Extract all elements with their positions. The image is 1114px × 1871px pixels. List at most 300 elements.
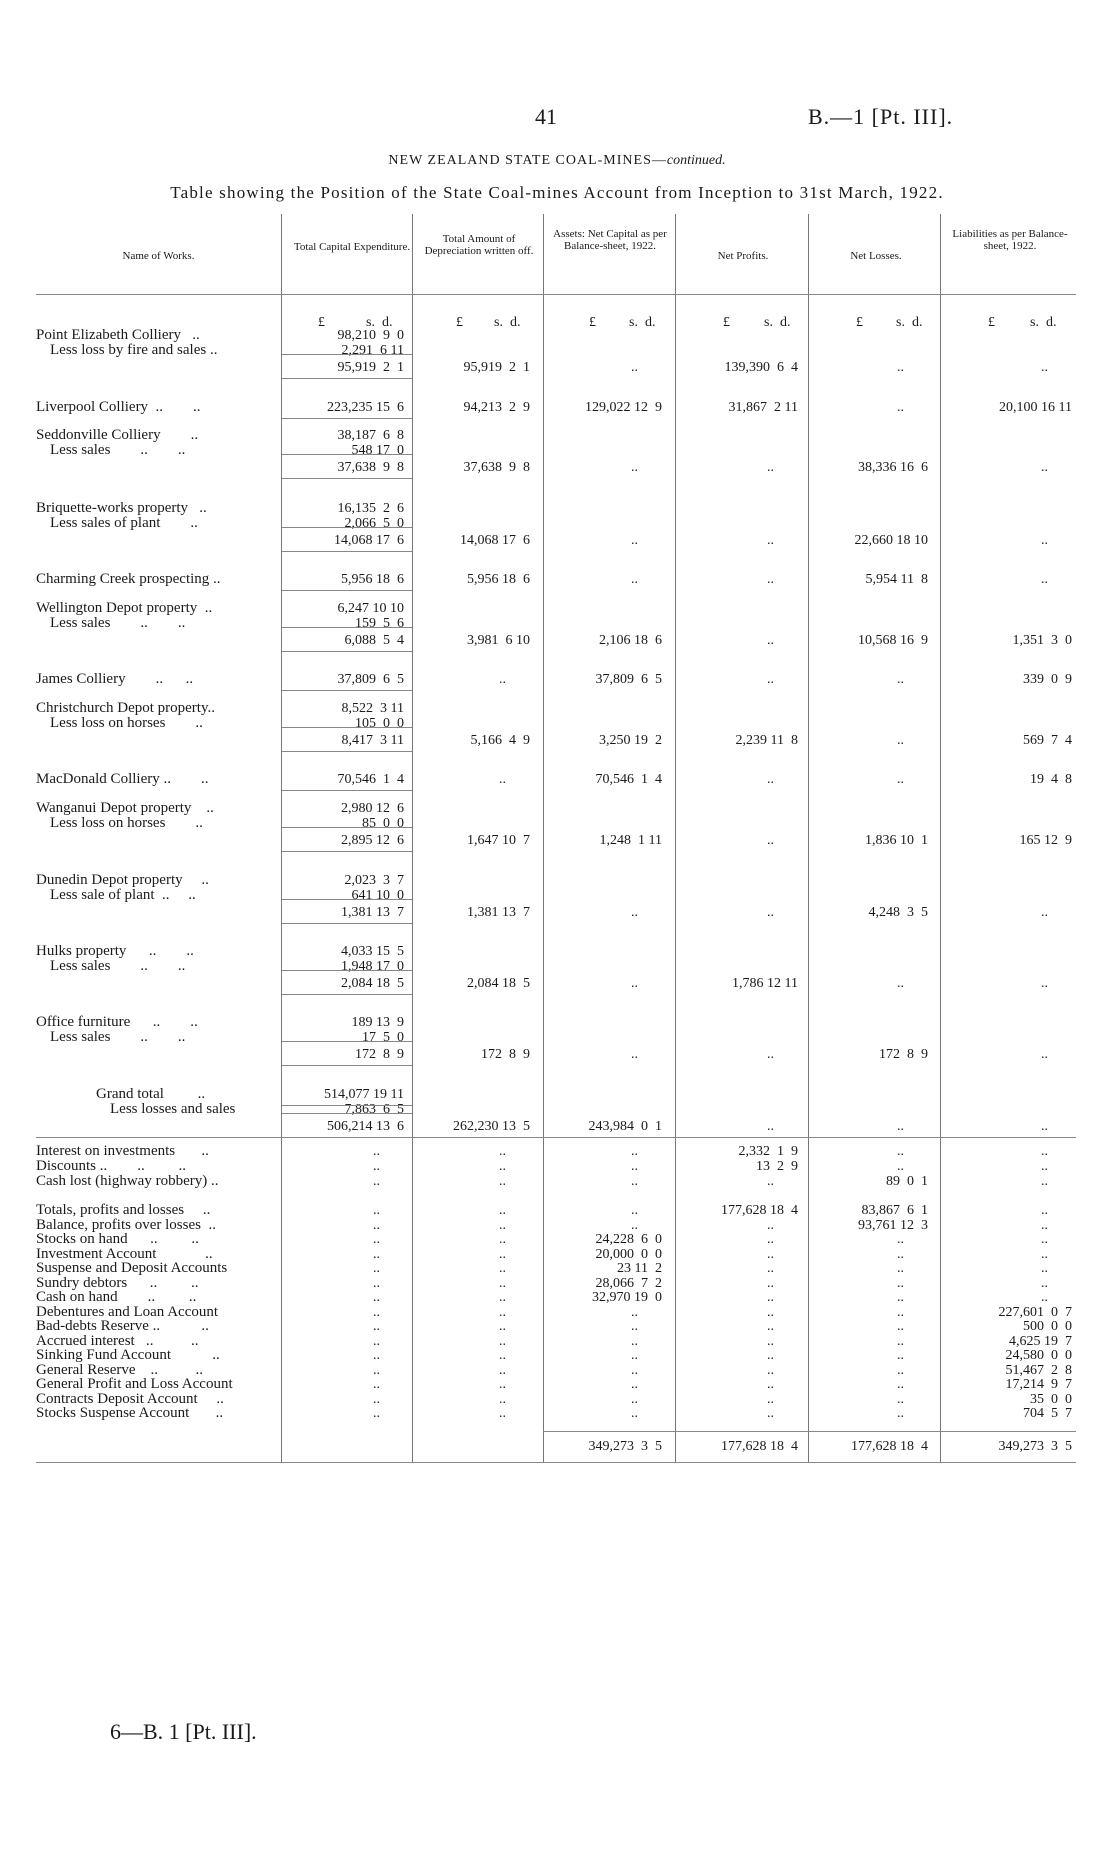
assets-balance: .. — [631, 1319, 638, 1334]
row-name-office: Office furniture .. .. — [36, 1014, 198, 1030]
liabilities-empty: .. — [1041, 1159, 1048, 1174]
assets-total: 349,273 3 5 — [588, 1439, 662, 1454]
sundry-name: Interest on investments .. — [36, 1143, 209, 1159]
net-profit-balance: .. — [767, 1232, 774, 1247]
depreciation-empty: .. — [499, 1304, 506, 1320]
depreciation-empty: .. — [499, 1232, 506, 1247]
capital-empty: .. — [373, 1348, 380, 1363]
row-rule — [282, 923, 412, 924]
net-loss-dunedin: 4,248 3 5 — [868, 905, 928, 920]
assets-charming: .. — [631, 572, 638, 587]
document-title — [0, 153, 1114, 169]
depreciation-dunedin: 1,381 13 7 — [467, 905, 530, 920]
assets-wellington: 2,106 18 6 — [599, 633, 662, 648]
capital-empty: .. — [373, 1391, 380, 1407]
balance-name: Accrued interest .. .. — [36, 1332, 199, 1349]
assets-wanganui: 1,248 1 11 — [599, 833, 662, 848]
liabilities-balance: .. — [1041, 1261, 1048, 1276]
row-name-wellington: Wellington Depot property .. — [36, 600, 213, 616]
assets-balance: 28,066 7 2 — [595, 1275, 662, 1291]
net-profit-balance: .. — [767, 1217, 774, 1233]
liabilities-balance: .. — [1041, 1217, 1048, 1233]
capital-net-wellington: 6,088 5 4 — [344, 633, 404, 648]
subtotal-rule — [282, 627, 412, 628]
capital-less-office: 17 5 0 — [362, 1030, 404, 1045]
depreciation-macdonald: .. — [499, 772, 506, 787]
row-name-liverpool: Liverpool Colliery .. .. — [36, 399, 201, 415]
capital-gross-wanganui: 2,980 12 6 — [341, 801, 404, 816]
net-loss-charming: 5,954 11 8 — [865, 572, 928, 587]
net-profit-balance: .. — [767, 1275, 774, 1291]
subtotal-rule — [282, 1041, 412, 1042]
capital-empty: .. — [373, 1203, 380, 1218]
net-loss-balance: .. — [897, 1246, 904, 1262]
depreciation-empty: .. — [499, 1319, 506, 1334]
title-main: NEW ZEALAND STATE COAL-MINES— — [388, 153, 667, 168]
assets-balance: .. — [631, 1333, 638, 1349]
unit-pound: £ — [589, 315, 596, 330]
capital-empty: .. — [373, 1159, 380, 1174]
unit-pound: £ — [318, 315, 325, 330]
net-loss-balance: .. — [897, 1406, 904, 1421]
capital-net-hulks: 2,084 18 5 — [341, 976, 404, 991]
net-loss-seddonville: 38,336 16 6 — [858, 460, 928, 475]
row-name-briquette: Briquette-works property .. — [36, 500, 207, 516]
assets-balance: 32,970 19 0 — [592, 1290, 662, 1305]
row-name-wanganui: Wanganui Depot property .. — [36, 800, 214, 816]
capital-gross-office: 189 13 9 — [351, 1015, 404, 1030]
net-loss-balance: .. — [897, 1261, 904, 1276]
net-profit-wellington: .. — [767, 633, 774, 648]
row-rule — [282, 994, 412, 995]
unit-pound: £ — [723, 315, 730, 330]
col-head-liabilities: Liabilities as per Balance-sheet, 1922. — [952, 228, 1068, 252]
assets-balance: .. — [631, 1391, 638, 1407]
net-profit-seddonville: .. — [767, 460, 774, 475]
row-subname-grand: Less losses and sales — [110, 1101, 236, 1117]
net-loss-sundry: .. — [897, 1144, 904, 1159]
net-profit-sundry: .. — [767, 1174, 774, 1189]
total-rule — [543, 1431, 1076, 1432]
net-profit-point_elizabeth: 139,390 6 4 — [724, 360, 798, 375]
assets-balance: .. — [631, 1203, 638, 1218]
net-profit-balance: .. — [767, 1391, 774, 1407]
capital-net-briquette: 14,068 17 6 — [334, 533, 404, 548]
capital-less-dunedin: 641 10 0 — [351, 888, 404, 903]
capital-net-liverpool: 223,235 15 6 — [327, 400, 404, 415]
net-profit-balance: .. — [767, 1362, 774, 1378]
balance-name: Stocks on hand .. .. — [36, 1231, 199, 1247]
capital-gross-seddonville: 38,187 6 8 — [337, 428, 404, 443]
depreciation-empty: .. — [499, 1275, 506, 1291]
depreciation-empty: .. — [499, 1377, 506, 1392]
liabilities-charming: .. — [1041, 572, 1048, 587]
balance-name: Balance, profits over losses .. — [36, 1216, 216, 1233]
net-profit-balance: .. — [767, 1261, 774, 1276]
balance-name: Suspense and Deposit Accounts — [36, 1260, 228, 1276]
assets-liverpool: 129,022 12 9 — [585, 400, 662, 415]
capital-less-wellington: 159 5 6 — [355, 616, 404, 631]
liabilities-hulks: .. — [1041, 976, 1048, 991]
net-profit-balance: .. — [767, 1406, 774, 1421]
balance-name: Totals, profits and losses .. — [36, 1202, 211, 1218]
balance-name: Sinking Fund Account .. — [36, 1347, 220, 1363]
row-name-seddonville: Seddonville Colliery .. — [36, 427, 199, 443]
capital-less-briquette: 2,066 5 0 — [344, 516, 404, 531]
subtotal-rule — [282, 899, 412, 900]
capital-empty: .. — [373, 1232, 380, 1247]
net-profit-balance: .. — [767, 1246, 774, 1262]
subtotal-rule — [282, 970, 412, 971]
row-name-dunedin: Dunedin Depot property .. — [36, 872, 209, 888]
row-name-grand: Grand total .. — [96, 1086, 206, 1102]
depreciation-empty: .. — [499, 1246, 506, 1262]
capital-empty: .. — [373, 1362, 380, 1378]
depreciation-liverpool: 94,213 2 9 — [463, 400, 530, 415]
depreciation-empty: .. — [499, 1261, 506, 1276]
liabilities-balance: 17,214 9 7 — [1005, 1377, 1072, 1392]
row-subname-point_elizabeth: Less loss by fire and sales .. — [50, 342, 218, 358]
liabilities-briquette: .. — [1041, 533, 1048, 548]
net-loss-balance: .. — [897, 1348, 904, 1363]
capital-less-christchurch: 105 0 0 — [355, 716, 404, 731]
title-continued: continued. — [666, 153, 726, 168]
row-rule — [282, 851, 412, 852]
capital-empty: .. — [373, 1275, 380, 1291]
depreciation-charming: 5,956 18 6 — [467, 572, 530, 587]
row-subname-dunedin: Less sale of plant .. .. — [50, 887, 196, 903]
net-profit-liverpool: 31,867 2 11 — [728, 400, 798, 415]
capital-net-dunedin: 1,381 13 7 — [341, 905, 404, 920]
page-number: 41 — [535, 104, 557, 129]
subtotal-rule — [282, 827, 412, 828]
assets-balance: .. — [631, 1348, 638, 1363]
liabilities-balance: .. — [1041, 1246, 1048, 1262]
net-profit-wanganui: .. — [767, 833, 774, 848]
net-profit-grand: .. — [767, 1119, 774, 1134]
depreciation-empty: .. — [499, 1290, 506, 1305]
liabilities-macdonald: 19 4 8 — [1030, 772, 1072, 787]
net-profit-james: .. — [767, 672, 774, 687]
balance-name: Investment Account .. — [36, 1245, 213, 1262]
row-rule — [282, 690, 412, 691]
net-loss-balance: .. — [897, 1362, 904, 1378]
depreciation-hulks: 2,084 18 5 — [467, 976, 530, 991]
row-subname-briquette: Less sales of plant .. — [50, 515, 198, 531]
row-subname-christchurch: Less loss on horses .. — [50, 715, 203, 731]
assets-christchurch: 3,250 19 2 — [599, 733, 662, 748]
net-loss-sundry: 89 0 1 — [886, 1174, 928, 1189]
net-loss-balance: .. — [897, 1290, 904, 1305]
assets-briquette: .. — [631, 533, 638, 548]
row-rule — [282, 418, 412, 419]
net-loss-balance: .. — [897, 1304, 904, 1320]
capital-net-macdonald: 70,546 1 4 — [337, 772, 404, 787]
net-profit-office: .. — [767, 1047, 774, 1062]
liabilities-wellington: 1,351 3 0 — [1012, 633, 1072, 648]
liabilities-grand: .. — [1041, 1119, 1048, 1134]
liabilities-balance: .. — [1041, 1232, 1048, 1247]
unit-pound: £ — [856, 315, 863, 330]
net-profit-sundry: 13 2 9 — [756, 1159, 798, 1174]
unit-pound: £ — [988, 315, 995, 330]
net-profit-balance: .. — [767, 1290, 774, 1305]
unit-sd: s. d. — [1030, 315, 1057, 330]
capital-empty: .. — [373, 1144, 380, 1159]
assets-balance: .. — [631, 1217, 638, 1233]
subtotal-rule — [282, 354, 412, 355]
section-rule — [36, 1137, 1076, 1138]
assets-empty: .. — [631, 1174, 638, 1189]
net-loss-total: 177,628 18 4 — [851, 1439, 928, 1454]
sundry-name: Cash lost (highway robbery) .. — [36, 1173, 219, 1189]
row-rule — [282, 651, 412, 652]
row-rule — [282, 1065, 412, 1066]
row-name-charming: Charming Creek prospecting .. — [36, 571, 221, 587]
net-profit-briquette: .. — [767, 533, 774, 548]
row-name-point_elizabeth: Point Elizabeth Colliery .. — [36, 327, 200, 343]
col-head-losses: Net Losses. — [850, 250, 902, 262]
subtotal-rule — [282, 527, 412, 528]
depreciation-wellington: 3,981 6 10 — [467, 633, 530, 648]
depreciation-wanganui: 1,647 10 7 — [467, 833, 530, 848]
assets-balance: .. — [631, 1304, 638, 1320]
net-loss-hulks: .. — [897, 976, 904, 991]
assets-balance: .. — [631, 1377, 638, 1392]
net-profit-balance: .. — [767, 1333, 774, 1349]
liabilities-christchurch: 569 7 4 — [1023, 733, 1072, 748]
row-name-hulks: Hulks property .. .. — [36, 943, 194, 959]
unit-sd: s. d. — [629, 315, 656, 330]
depreciation-seddonville: 37,638 9 8 — [463, 460, 530, 475]
table-subtitle: Table showing the Position of the State Coal-mines Account from Inception to 31st March, 1922. — [170, 183, 944, 202]
assets-hulks: .. — [631, 976, 638, 991]
assets-james: 37,809 6 5 — [595, 672, 662, 687]
capital-empty: .. — [373, 1304, 380, 1320]
capital-empty: .. — [373, 1290, 380, 1305]
row-rule — [282, 751, 412, 752]
capital-empty: .. — [373, 1377, 380, 1392]
liabilities-balance: 4,625 19 7 — [1009, 1333, 1072, 1349]
capital-gross-point_elizabeth: 98,210 9 0 — [337, 328, 404, 343]
assets-dunedin: .. — [631, 905, 638, 920]
row-subname-seddonville: Less sales .. .. — [50, 442, 186, 458]
subtotal-rule — [282, 727, 412, 728]
net-loss-wellington: 10,568 16 9 — [858, 633, 928, 648]
col-head-depreciation: Total Amount of Depreciation written off. — [424, 233, 534, 257]
capital-less-seddonville: 548 17 0 — [351, 443, 404, 458]
unit-sd: s. d. — [366, 315, 393, 330]
liabilities-empty: .. — [1041, 1174, 1048, 1189]
net-loss-balance: .. — [897, 1377, 904, 1392]
depreciation-christchurch: 5,166 4 9 — [470, 733, 530, 748]
liabilities-balance: .. — [1041, 1290, 1048, 1305]
subtotal-rule — [282, 454, 412, 455]
net-profit-sundry: 2,332 1 9 — [738, 1144, 798, 1159]
capital-empty: .. — [373, 1333, 380, 1349]
assets-balance: .. — [631, 1362, 638, 1378]
capital-less-hulks: 1,948 17 0 — [341, 959, 404, 974]
depreciation-empty: .. — [499, 1203, 506, 1218]
capital-gross-grand: 514,077 19 11 — [324, 1087, 404, 1102]
col-head-capital: Total Capital Expenditure. — [293, 241, 411, 253]
liabilities-seddonville: .. — [1041, 460, 1048, 475]
liabilities-balance: .. — [1041, 1203, 1048, 1218]
row-subname-wellington: Less sales .. .. — [50, 615, 186, 631]
subtotal-rule — [282, 1113, 412, 1114]
net-loss-macdonald: .. — [897, 772, 904, 787]
net-loss-sundry: .. — [897, 1159, 904, 1174]
balance-name: Bad-debts Reserve .. .. — [36, 1318, 209, 1334]
capital-gross-christchurch: 8,522 3 11 — [341, 701, 404, 716]
col-head-profits: Net Profits. — [717, 250, 769, 262]
row-rule — [282, 590, 412, 591]
liabilities-balance: 500 0 0 — [1023, 1319, 1072, 1334]
net-profit-macdonald: .. — [767, 772, 774, 787]
assets-balance: .. — [631, 1406, 638, 1421]
net-loss-balance: .. — [897, 1275, 904, 1291]
row-subname-hulks: Less sales .. .. — [50, 958, 186, 974]
table-bottom-rule — [36, 1462, 1076, 1463]
liabilities-balance: 35 0 0 — [1030, 1391, 1072, 1407]
assets-grand: 243,984 0 1 — [588, 1119, 662, 1134]
col-head-assets: Assets: Net Capital as per Balance-sheet, 1922. — [553, 228, 667, 252]
net-profit-balance: .. — [767, 1319, 774, 1334]
liabilities-balance: 24,580 0 0 — [1005, 1348, 1072, 1363]
depreciation-point_elizabeth: 95,919 2 1 — [463, 360, 530, 375]
capital-less-point_elizabeth: 2,291 6 11 — [341, 343, 404, 358]
net-loss-wanganui: 1,836 10 1 — [865, 833, 928, 848]
balance-name: General Profit and Loss Account — [36, 1376, 233, 1392]
assets-balance: 20,000 0 0 — [595, 1246, 662, 1262]
net-loss-christchurch: .. — [897, 733, 904, 748]
net-loss-balance: .. — [897, 1391, 904, 1407]
capital-empty: .. — [373, 1217, 380, 1233]
net-loss-point_elizabeth: .. — [897, 360, 904, 375]
coal-mines-account-table — [36, 214, 1076, 1689]
capital-net-office: 172 8 9 — [355, 1047, 404, 1062]
depreciation-grand: 262,230 13 5 — [453, 1119, 530, 1134]
net-profit-balance: .. — [767, 1304, 774, 1320]
sundry-name: Discounts .. .. .. — [36, 1158, 186, 1174]
liabilities-dunedin: .. — [1041, 905, 1048, 920]
net-loss-balance: .. — [897, 1319, 904, 1334]
net-profit-hulks: 1,786 12 11 — [732, 976, 798, 991]
net-loss-balance: .. — [897, 1333, 904, 1349]
capital-empty: .. — [373, 1246, 380, 1262]
liabilities-balance: 51,467 2 8 — [1005, 1362, 1072, 1378]
balance-name: Contracts Deposit Account .. — [36, 1390, 224, 1407]
row-name-james: James Colliery .. .. — [36, 671, 194, 687]
unit-sd: s. d. — [764, 315, 791, 330]
header-rule — [36, 294, 1076, 295]
depreciation-empty: .. — [499, 1391, 506, 1407]
capital-net-charming: 5,956 18 6 — [341, 572, 404, 587]
capital-net-james: 37,809 6 5 — [337, 672, 404, 687]
capital-empty: .. — [373, 1319, 380, 1334]
capital-net-seddonville: 37,638 9 8 — [337, 460, 404, 475]
assets-seddonville: .. — [631, 460, 638, 475]
capital-less-wanganui: 85 0 0 — [362, 816, 404, 831]
capital-gross-hulks: 4,033 15 5 — [341, 944, 404, 959]
row-subname-office: Less sales .. .. — [50, 1029, 186, 1045]
net-loss-balance: 93,761 12 3 — [858, 1217, 928, 1233]
depreciation-empty: .. — [499, 1348, 506, 1363]
net-loss-office: 172 8 9 — [879, 1047, 928, 1062]
row-rule — [282, 790, 412, 791]
net-loss-balance: .. — [897, 1232, 904, 1247]
liabilities-liverpool: 20,100 16 11 — [999, 400, 1072, 415]
balance-name: Cash on hand .. .. — [36, 1289, 197, 1305]
unit-sd: s. d. — [896, 315, 923, 330]
net-loss-balance: 83,867 6 1 — [861, 1203, 928, 1218]
row-rule — [282, 378, 412, 379]
net-profit-total: 177,628 18 4 — [721, 1439, 798, 1454]
capital-gross-dunedin: 2,023 3 7 — [344, 873, 404, 888]
total-rule — [282, 1105, 412, 1106]
assets-macdonald: 70,546 1 4 — [595, 772, 662, 787]
net-loss-liverpool: .. — [897, 400, 904, 415]
col-head-name: Name of Works. — [122, 250, 195, 262]
unit-sd: s. d. — [494, 315, 521, 330]
unit-pound: £ — [456, 315, 463, 330]
depreciation-empty: .. — [499, 1362, 506, 1378]
net-profit-dunedin: .. — [767, 905, 774, 920]
row-rule — [282, 478, 412, 479]
capital-empty: .. — [373, 1174, 380, 1189]
depreciation-empty: .. — [499, 1333, 506, 1349]
depreciation-empty: .. — [499, 1159, 506, 1174]
net-loss-james: .. — [897, 672, 904, 687]
net-loss-briquette: 22,660 18 10 — [854, 533, 928, 548]
assets-office: .. — [631, 1047, 638, 1062]
liabilities-wanganui: 165 12 9 — [1019, 833, 1072, 848]
liabilities-office: .. — [1041, 1047, 1048, 1062]
balance-name: Debentures and Loan Account — [36, 1303, 219, 1320]
liabilities-balance: 227,601 0 7 — [998, 1304, 1072, 1320]
capital-gross-wellington: 6,247 10 10 — [337, 601, 404, 616]
capital-less-grand: 7,863 6 5 — [344, 1102, 404, 1117]
depreciation-office: 172 8 9 — [481, 1047, 530, 1062]
liabilities-point_elizabeth: .. — [1041, 360, 1048, 375]
capital-net-point_elizabeth: 95,919 2 1 — [337, 360, 404, 375]
row-name-macdonald: MacDonald Colliery .. .. — [36, 771, 209, 787]
assets-balance: 23 11 2 — [617, 1261, 662, 1276]
net-loss-grand: .. — [897, 1119, 904, 1134]
depreciation-empty: .. — [499, 1174, 506, 1189]
depreciation-empty: .. — [499, 1144, 506, 1159]
net-profit-balance: 177,628 18 4 — [721, 1203, 798, 1218]
depreciation-briquette: 14,068 17 6 — [460, 533, 530, 548]
capital-gross-briquette: 16,135 2 6 — [337, 501, 404, 516]
capital-empty: .. — [373, 1261, 380, 1276]
capital-net-christchurch: 8,417 3 11 — [341, 733, 404, 748]
capital-net-grand: 506,214 13 6 — [327, 1119, 404, 1134]
net-profit-charming: .. — [767, 572, 774, 587]
capital-net-wanganui: 2,895 12 6 — [341, 833, 404, 848]
row-rule — [282, 551, 412, 552]
assets-empty: .. — [631, 1159, 638, 1174]
net-profit-balance: .. — [767, 1377, 774, 1392]
balance-name: Stocks Suspense Account .. — [36, 1405, 224, 1421]
assets-empty: .. — [631, 1144, 638, 1159]
capital-empty: .. — [373, 1406, 380, 1421]
row-subname-wanganui: Less loss on horses .. — [50, 815, 203, 831]
assets-point_elizabeth: .. — [631, 360, 638, 375]
liabilities-empty: .. — [1041, 1144, 1048, 1159]
liabilities-balance: .. — [1041, 1275, 1048, 1291]
row-name-christchurch: Christchurch Depot property.. — [36, 700, 215, 716]
